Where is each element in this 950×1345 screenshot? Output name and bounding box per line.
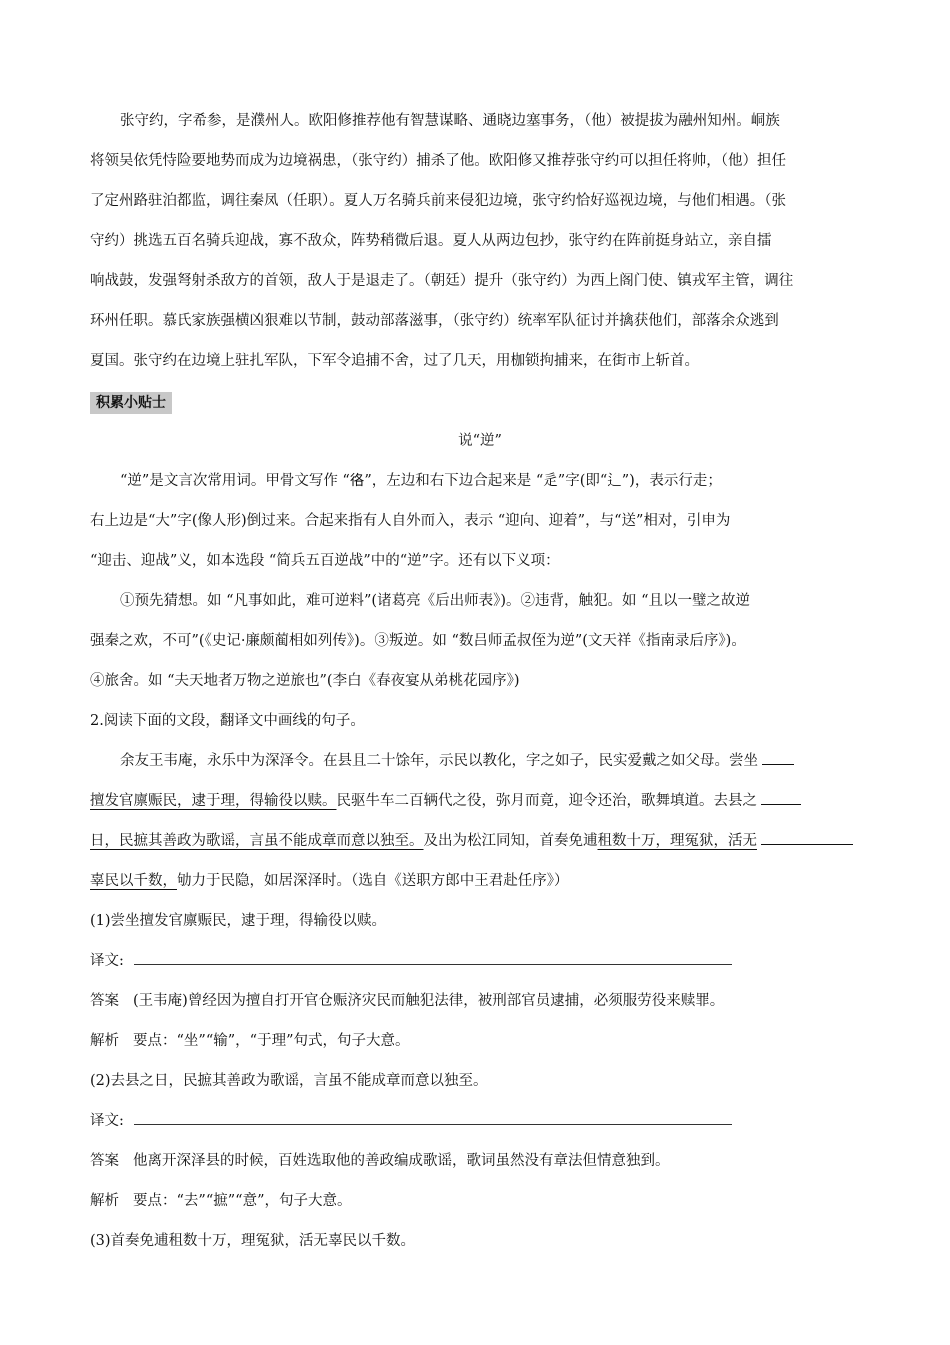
translation-line-3: 了定州路驻泊都监，调往秦凤（任职）。夏人万名骑兵前来侵犯边境，张守约恰好巡视边境，与他们相遇。（张	[90, 193, 786, 209]
underlined-sentence: 擅发官廪赈民，逮于理，得输役以赎。	[90, 793, 337, 809]
answer-label: 答案	[90, 993, 119, 1009]
tip-sense-line-1: ①预先猜想。如 “凡事如此，难可逆料”(诸葛亮《后出师表》)。②违背，触犯。如 “且以一璧之故逆	[120, 593, 751, 609]
passage-line-2	[90, 790, 870, 812]
item-1-question: (1)尝坐擅发官廪赈民，逮于理，得输役以赎。	[90, 913, 387, 929]
translation-line-4: 守约）挑选五百名骑兵迎战，寡不敌众，阵势稍微后退。夏人从两边包抄，张守约在阵前挺身站立，亲自擂	[90, 233, 772, 249]
translation-line-1: 张守约，字希参，是濮州人。欧阳修推荐他有智慧谋略、通晓边塞事务，（他）被提拔为融州知州。峒族	[120, 113, 780, 129]
tip-title: 说“逆”	[458, 433, 502, 449]
translation-line-6: 环州任职。慕氏家族强横凶狠难以节制，鼓动部落滋事，（张守约）统率军队征讨并擒获他们，部落余众逃到	[90, 313, 779, 329]
translation-answer-input[interactable]	[134, 950, 732, 965]
passage-text: 民驱牛车二百辆代之役，弥月而竟，迎令还治，歌舞填道。去县之	[336, 793, 757, 809]
question-heading: 2.阅读下面的文段，翻译文中画线的句子。	[90, 713, 365, 729]
item-2-translation	[90, 1110, 870, 1132]
passage-text: 及出为松江同知，首奏免逋	[423, 833, 598, 849]
tip-body-line-3: “迎击、迎战”义，如本选段 “简兵五百逆战”中的“逆”字。还有以下义项：	[90, 553, 560, 569]
item-1-analysis	[90, 1030, 870, 1052]
passage-line-1	[120, 750, 870, 772]
tip-label: 积累小贴士	[90, 392, 172, 414]
item-1-answer	[90, 990, 870, 1012]
tip-sense-line-2: 强秦之欢，不可”(《史记·廉颇蔺相如列传》)。③叛逆。如 “数吕师孟叔侄为逆”(文天祥《指南录后序》)。	[90, 633, 746, 649]
answer-text: (王韦庵)曾经因为擅自打开官仓赈济灾民而触犯法律，被刑部官员逮捕，必须服劳役来赎罪。	[133, 993, 725, 1009]
underlined-sentence: 辜民以千数，	[90, 873, 177, 889]
translation-answer-input[interactable]	[134, 1110, 732, 1125]
passage-line-4	[90, 870, 870, 892]
translation-label: 译文:	[90, 1113, 124, 1129]
passage-text: 劬力于民隐，如居深泽时。（选自《送职方郎中王君赴任序》）	[177, 873, 569, 889]
passage-text: 余友王韦庵，永乐中为深泽令。在县且二十馀年，示民以教化，字之如子，民实爱戴之如父母。尝坐	[120, 753, 758, 769]
underline-tail	[761, 830, 853, 845]
underlined-sentence: 日，民摭其善政为歌谣，言虽不能成章而意以独至。	[90, 833, 424, 849]
answer-label: 答案	[90, 1153, 119, 1169]
item-2-question: (2)去县之日，民摭其善政为歌谣，言虽不能成章而意以独至。	[90, 1073, 488, 1089]
tip-sense-line-3: ④旅舍。如 “夫天地者万物之逆旅也”(李白《春夜宴从弟桃花园序》)	[90, 673, 520, 689]
analysis-label: 解析	[90, 1193, 119, 1209]
item-2-analysis	[90, 1190, 870, 1212]
translation-line-7: 夏国。张守约在边境上驻扎军队，下军令追捕不舍，过了几天，用枷锁拘捕来，在街市上斩首。	[90, 353, 699, 369]
passage-line-3	[90, 830, 870, 852]
underline-tail	[761, 790, 801, 805]
answer-text: 他离开深泽县的时候，百姓选取他的善政编成歌谣，歌词虽然没有章法但情意独到。	[133, 1153, 670, 1169]
tip-body-line-2: 右上边是“大”字(像人形)倒过来。合起来指有人自外而入，表示 “迎向、迎着”，与“送”相对，引申为	[90, 513, 731, 529]
translation-label: 译文:	[90, 953, 124, 969]
underline-tail	[762, 750, 794, 765]
analysis-text: 要点：“坐”“输”，“于理”句式，句子大意。	[133, 1033, 410, 1049]
analysis-text: 要点：“去”“摭”“意”，句子大意。	[133, 1193, 352, 1209]
tip-body-line-1: “逆”是文言次常用词。甲骨文写作 “𢓜”，左边和右下边合起来是 “辵”字(即“⻍”)，表示行走；	[120, 473, 722, 489]
item-3-question: (3)首奏免逋租数十万，理冤狱，活无辜民以千数。	[90, 1233, 416, 1249]
analysis-label: 解析	[90, 1033, 119, 1049]
underlined-sentence: 租数十万，理冤狱，活无	[597, 833, 757, 849]
item-2-answer	[90, 1150, 870, 1172]
translation-line-2: 将领吴依凭恃险要地势而成为边境祸患，（张守约）捕杀了他。欧阳修又推荐张守约可以担任将帅，（他）担任	[90, 153, 786, 169]
item-1-translation	[90, 950, 870, 972]
translation-line-5: 响战鼓，发强弩射杀敌方的首领，敌人于是退走了。（朝廷）提升（张守约）为西上阁门使、镇戎军主管，调往	[90, 273, 794, 289]
